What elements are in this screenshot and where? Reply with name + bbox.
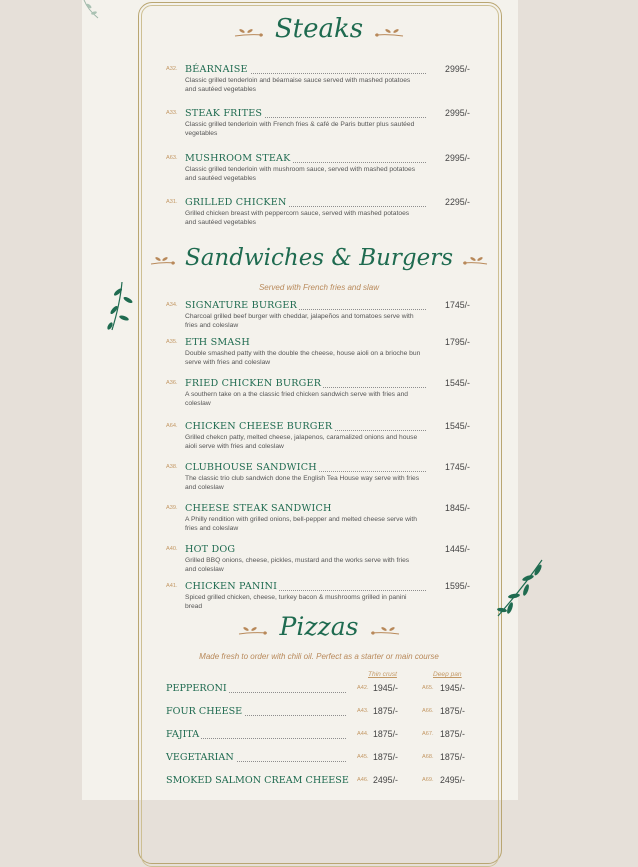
item-price: 2295/- <box>445 197 470 207</box>
item-code: A41. <box>166 583 178 589</box>
item-description: Charcoal grilled beef burger with cheddar, jalapeños and tomatoes serve with fries and coleslaw <box>185 313 414 329</box>
item-price: 1795/- <box>445 337 470 347</box>
pizzas-heading <box>0 612 638 641</box>
pizza-name: SMOKED SALMON CREAM CHEESE <box>166 775 349 786</box>
thin-code: A44. <box>357 731 369 737</box>
item-price: 2995/- <box>445 64 470 74</box>
item-description: Grilled chekcn patty, melted cheese, jalapenos, caramalized onions and house aioli serve with fries and coleslaw <box>185 434 418 450</box>
item-price: 1745/- <box>445 462 470 472</box>
item-code: A31. <box>166 199 178 205</box>
item-price: 1545/- <box>445 378 470 388</box>
deep-price: 1875/- <box>440 752 465 762</box>
item-name: CHICKEN PANINI <box>185 581 278 592</box>
menu-item <box>166 108 470 138</box>
item-code: A40. <box>166 546 178 552</box>
thin-price: 1945/- <box>373 683 398 693</box>
sprig-icon <box>370 624 400 638</box>
item-description: A Philly rendition with grilled onions, bell-pepper and melted cheese serve with fries and coleslaw <box>185 516 417 532</box>
pizza-name: VEGETARIAN <box>166 752 234 763</box>
menu-item <box>166 421 470 451</box>
item-name: MUSHROOM STEAK <box>185 153 291 164</box>
item-code: A32. <box>166 66 178 72</box>
item-price: 1845/- <box>445 503 470 513</box>
item-name: HOT DOG <box>185 544 236 555</box>
deep-price: 1945/- <box>440 683 465 693</box>
pizza-name: FOUR CHEESE <box>166 706 243 717</box>
item-code: A63. <box>166 155 178 161</box>
pizza-row <box>166 706 470 720</box>
deep-code: A66. <box>422 708 434 714</box>
sprig-icon <box>238 624 268 638</box>
thin-code: A46. <box>357 777 369 783</box>
thin-price: 1875/- <box>373 706 398 716</box>
item-description: Grilled BBQ onions, cheese, pickles, mustard and the works serve with fries and coleslaw <box>185 557 410 573</box>
sprig-icon <box>234 26 264 40</box>
item-name: CHEESE STEAK SANDWICH <box>185 503 332 514</box>
menu-item <box>166 581 470 611</box>
menu-item <box>166 64 470 94</box>
thin-price: 2495/- <box>373 775 398 785</box>
menu-item <box>166 503 470 533</box>
sandwiches-subtitle: Served with French fries and slaw <box>258 283 380 292</box>
menu-item <box>166 197 470 227</box>
deep-code: A69. <box>422 777 434 783</box>
steaks-heading <box>0 14 638 44</box>
item-code: A36. <box>166 380 178 386</box>
leaf-branch-icon <box>494 556 548 620</box>
menu-item <box>166 378 470 408</box>
sprig-icon <box>150 254 176 268</box>
sprig-icon <box>462 254 488 268</box>
pizzas-subtitle: Made fresh to order with chili oil. Perfect as a starter or main course <box>199 652 439 661</box>
pizza-row <box>166 683 470 697</box>
item-name: STEAK FRITES <box>185 108 263 119</box>
item-code: A35. <box>166 339 178 345</box>
sprig-icon <box>374 26 404 40</box>
deep-code: A68. <box>422 754 434 760</box>
sandwiches-title: Sandwiches & Burgers <box>184 245 454 271</box>
steaks-title: Steaks <box>274 14 364 44</box>
item-name: CLUBHOUSE SANDWICH <box>185 462 317 473</box>
deep-price: 2495/- <box>440 775 465 785</box>
item-name: FRIED CHICKEN BURGER <box>185 378 322 389</box>
deep-code: A67. <box>422 731 434 737</box>
item-price: 1545/- <box>445 421 470 431</box>
thin-code: A43. <box>357 708 369 714</box>
menu-item <box>166 462 470 492</box>
item-code: A39. <box>166 505 178 511</box>
item-price: 2995/- <box>445 108 470 118</box>
item-description: Double smashed patty with the double the cheese, house aioli on a brioche bun serve with fries and coleslaw <box>185 350 421 366</box>
thin-crust-header: Thin crust <box>368 671 397 678</box>
thin-price: 1875/- <box>373 729 398 739</box>
thin-code: A45. <box>357 754 369 760</box>
item-description: The classic trio club sandwich done the English Tea House way serve with fries and coleslaw <box>185 475 420 491</box>
item-name: SIGNATURE BURGER <box>185 300 298 311</box>
item-name: ETH SMASH <box>185 337 250 348</box>
item-name: GRILLED CHICKEN <box>185 197 287 208</box>
menu-item <box>166 153 470 183</box>
item-description: A southern take on a the classic fried chicken sandwich serve with fries and coleslaw <box>185 391 409 407</box>
item-description: Classic grilled tenderloin with mushroom sauce, served with mashed potatoes and sautéed vegetables <box>185 166 416 182</box>
deep-code: A65. <box>422 685 434 691</box>
pizza-row <box>166 729 470 743</box>
thin-code: A42. <box>357 685 369 691</box>
item-code: A64. <box>166 423 178 429</box>
menu-item <box>166 337 470 367</box>
item-price: 2995/- <box>445 153 470 163</box>
sandwiches-heading <box>0 245 638 271</box>
item-name: BÉARNAISE <box>185 64 248 75</box>
item-description: Classic grilled tenderloin and béarnaise sauce served with mashed potatoes and sautéed vegetables <box>185 77 411 93</box>
deep-pan-header: Deep pan <box>433 671 462 678</box>
item-price: 1445/- <box>445 544 470 554</box>
pizza-row <box>166 775 470 789</box>
deep-price: 1875/- <box>440 729 465 739</box>
menu-item <box>166 300 470 330</box>
menu-item <box>166 544 470 574</box>
item-code: A38. <box>166 464 178 470</box>
pizza-name: PEPPERONI <box>166 683 227 694</box>
deep-price: 1875/- <box>440 706 465 716</box>
item-description: Classic grilled tenderloin with French fries & café de Paris butter plus sautéed vegetables <box>185 121 415 137</box>
pizzas-title: Pizzas <box>279 612 359 641</box>
item-price: 1595/- <box>445 581 470 591</box>
pizza-row <box>166 752 470 766</box>
item-name: CHICKEN CHEESE BURGER <box>185 421 333 432</box>
item-price: 1745/- <box>445 300 470 310</box>
item-code: A33. <box>166 110 178 116</box>
item-description: Grilled chicken breast with peppercorn sauce, served with mashed potatoes and sautéed vegetables <box>185 210 410 226</box>
item-code: A34. <box>166 302 178 308</box>
item-description: Spiced grilled chicken, cheese, turkey bacon & mushrooms grilled in panini bread <box>185 594 407 610</box>
pizza-name: FAJITA <box>166 729 200 740</box>
thin-price: 1875/- <box>373 752 398 762</box>
